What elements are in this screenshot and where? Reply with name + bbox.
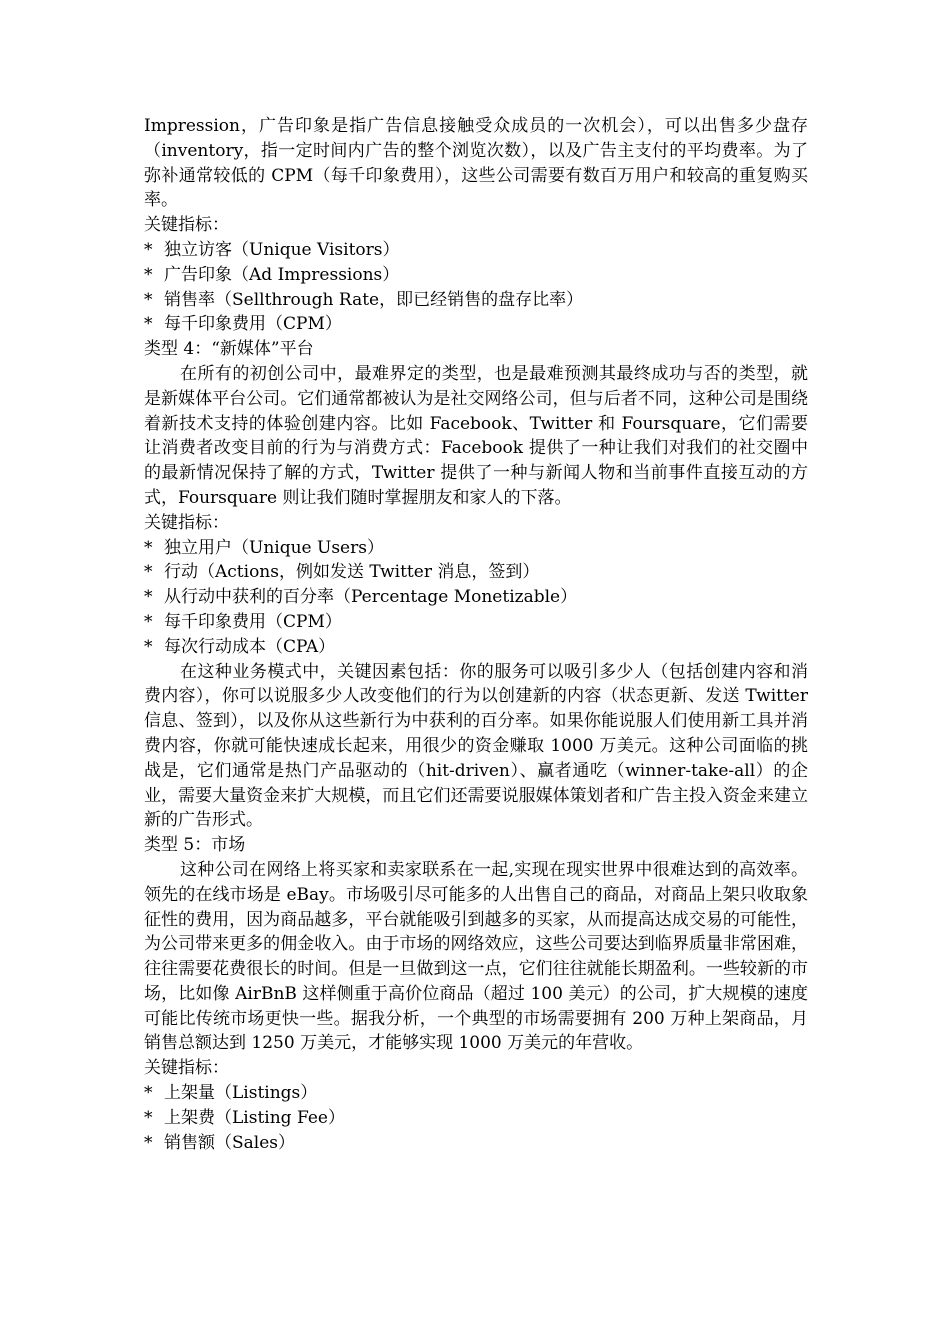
bullet-marker: * <box>144 1132 153 1153</box>
bullet-marker: * <box>144 264 153 285</box>
list-item: * 每次行动成本（CPA） <box>144 635 808 660</box>
type4-paragraph-2: 在这种业务模式中，关键因素包括：你的服务可以吸引多少人（包括创建内容和消费内容），你可以说服多少人改变他们的行为以创建新的内容（状态更新、发送 Twitter 信息、签到），以及你从这些新行为中获利的百分率。如果你能说服人们使用新工具并消费内容，你就可能快速成长起来，用很少的资金赚取 1000 万美元。这种公司面临的挑战是，它们通常是热门产品驱动的（hit-driven）、赢者通吃（winner-take-all）的企业，需要大量资金来扩大规模，而且它们还需要说服媒体策划者和广告主投入资金来建立新的广告形式。 <box>144 661 808 831</box>
list-item: * 上架量（Listings） <box>144 1081 808 1106</box>
key-metrics-label: 关键指标： <box>144 1058 229 1079</box>
bullet-marker: * <box>144 587 153 608</box>
bullet-marker: * <box>144 1107 153 1128</box>
bullet-marker: * <box>144 636 153 657</box>
bullet-marker: * <box>144 1083 153 1104</box>
list-item: * 每千印象费用（CPM） <box>144 312 808 337</box>
key-metrics-label: 关键指标： <box>144 512 229 533</box>
list-item: * 每千印象费用（CPM） <box>144 610 808 635</box>
bullet-marker: * <box>144 562 153 583</box>
list-item: * 独立用户（Unique Users） <box>144 536 808 561</box>
bullet-marker: * <box>144 537 153 558</box>
list-item: * 独立访客（Unique Visitors） <box>144 238 808 263</box>
type4-paragraph-1: 在所有的初创公司中，最难界定的类型，也是最难预测其最终成功与否的类型，就是新媒体平台公司。它们通常都被认为是社交网络公司，但与后者不同，这种公司是围绕着新技术支持的体验创建内容。比如 Facebook、Twitter 和 Foursquare，它们需要让消费者改变目前的行为与消费方式：Facebook 提供了一种让我们对我们的社交圈中的最新情况保持了解的方式，Twitter 提供了一种与新闻人物和当前事件直接互动的方式，Foursquare 则让我们随时掌握朋友和家人的下落。 <box>144 363 808 508</box>
intro-paragraph: Impression，广告印象是指广告信息接触受众成员的一次机会），可以出售多少盘存（inventory，指一定时间内广告的整个浏览次数），以及广告主支付的平均费率。为了弥补通常较低的 CPM（每千印象费用），这些公司需要有数百万用户和较高的重复购买率。 <box>144 116 808 211</box>
section-heading-type4: 类型 4：“新媒体”平台 <box>144 339 314 360</box>
section-heading-type5: 类型 5：市场 <box>144 835 246 856</box>
key-metrics-label: 关键指标： <box>144 215 229 236</box>
bullet-marker: * <box>144 611 153 632</box>
type5-paragraph-1: 这种公司在网络上将买家和卖家联系在一起,实现在现实世界中很难达到的高效率。领先的在线市场是 eBay。市场吸引尽可能多的人出售自己的商品，对商品上架只收取象征性的费用，因为商品越多，平台就能吸引到越多的买家，从而提高达成交易的可能性，为公司带来更多的佣金收入。由于市场的网络效应，这些公司要达到临界质量非常困难，往往需要花费很长的时间。但是一旦做到这一点，它们往往就能长期盈利。一些较新的市场，比如像 AirBnB 这样侧重于高价位商品（超过 100 美元）的公司，扩大规模的速度可能比传统市场更快一些。据我分析，一个典型的市场需要拥有 200 万种上架商品，月销售总额达到 1250 万美元，才能够实现 1000 万美元的年营收。 <box>144 859 808 1054</box>
bullet-marker: * <box>144 239 153 260</box>
list-item: * 广告印象（Ad Impressions） <box>144 263 808 288</box>
list-item: * 上架费（Listing Fee） <box>144 1106 808 1131</box>
list-item: * 从行动中获利的百分率（Percentage Monetizable） <box>144 585 808 610</box>
bullet-marker: * <box>144 289 153 310</box>
bullet-marker: * <box>144 314 153 335</box>
list-item: * 销售额（Sales） <box>144 1131 808 1156</box>
list-item: * 行动（Actions，例如发送 Twitter 消息，签到） <box>144 560 808 585</box>
document-page <box>144 114 808 1155</box>
list-item: * 销售率（Sellthrough Rate，即已经销售的盘存比率） <box>144 288 808 313</box>
